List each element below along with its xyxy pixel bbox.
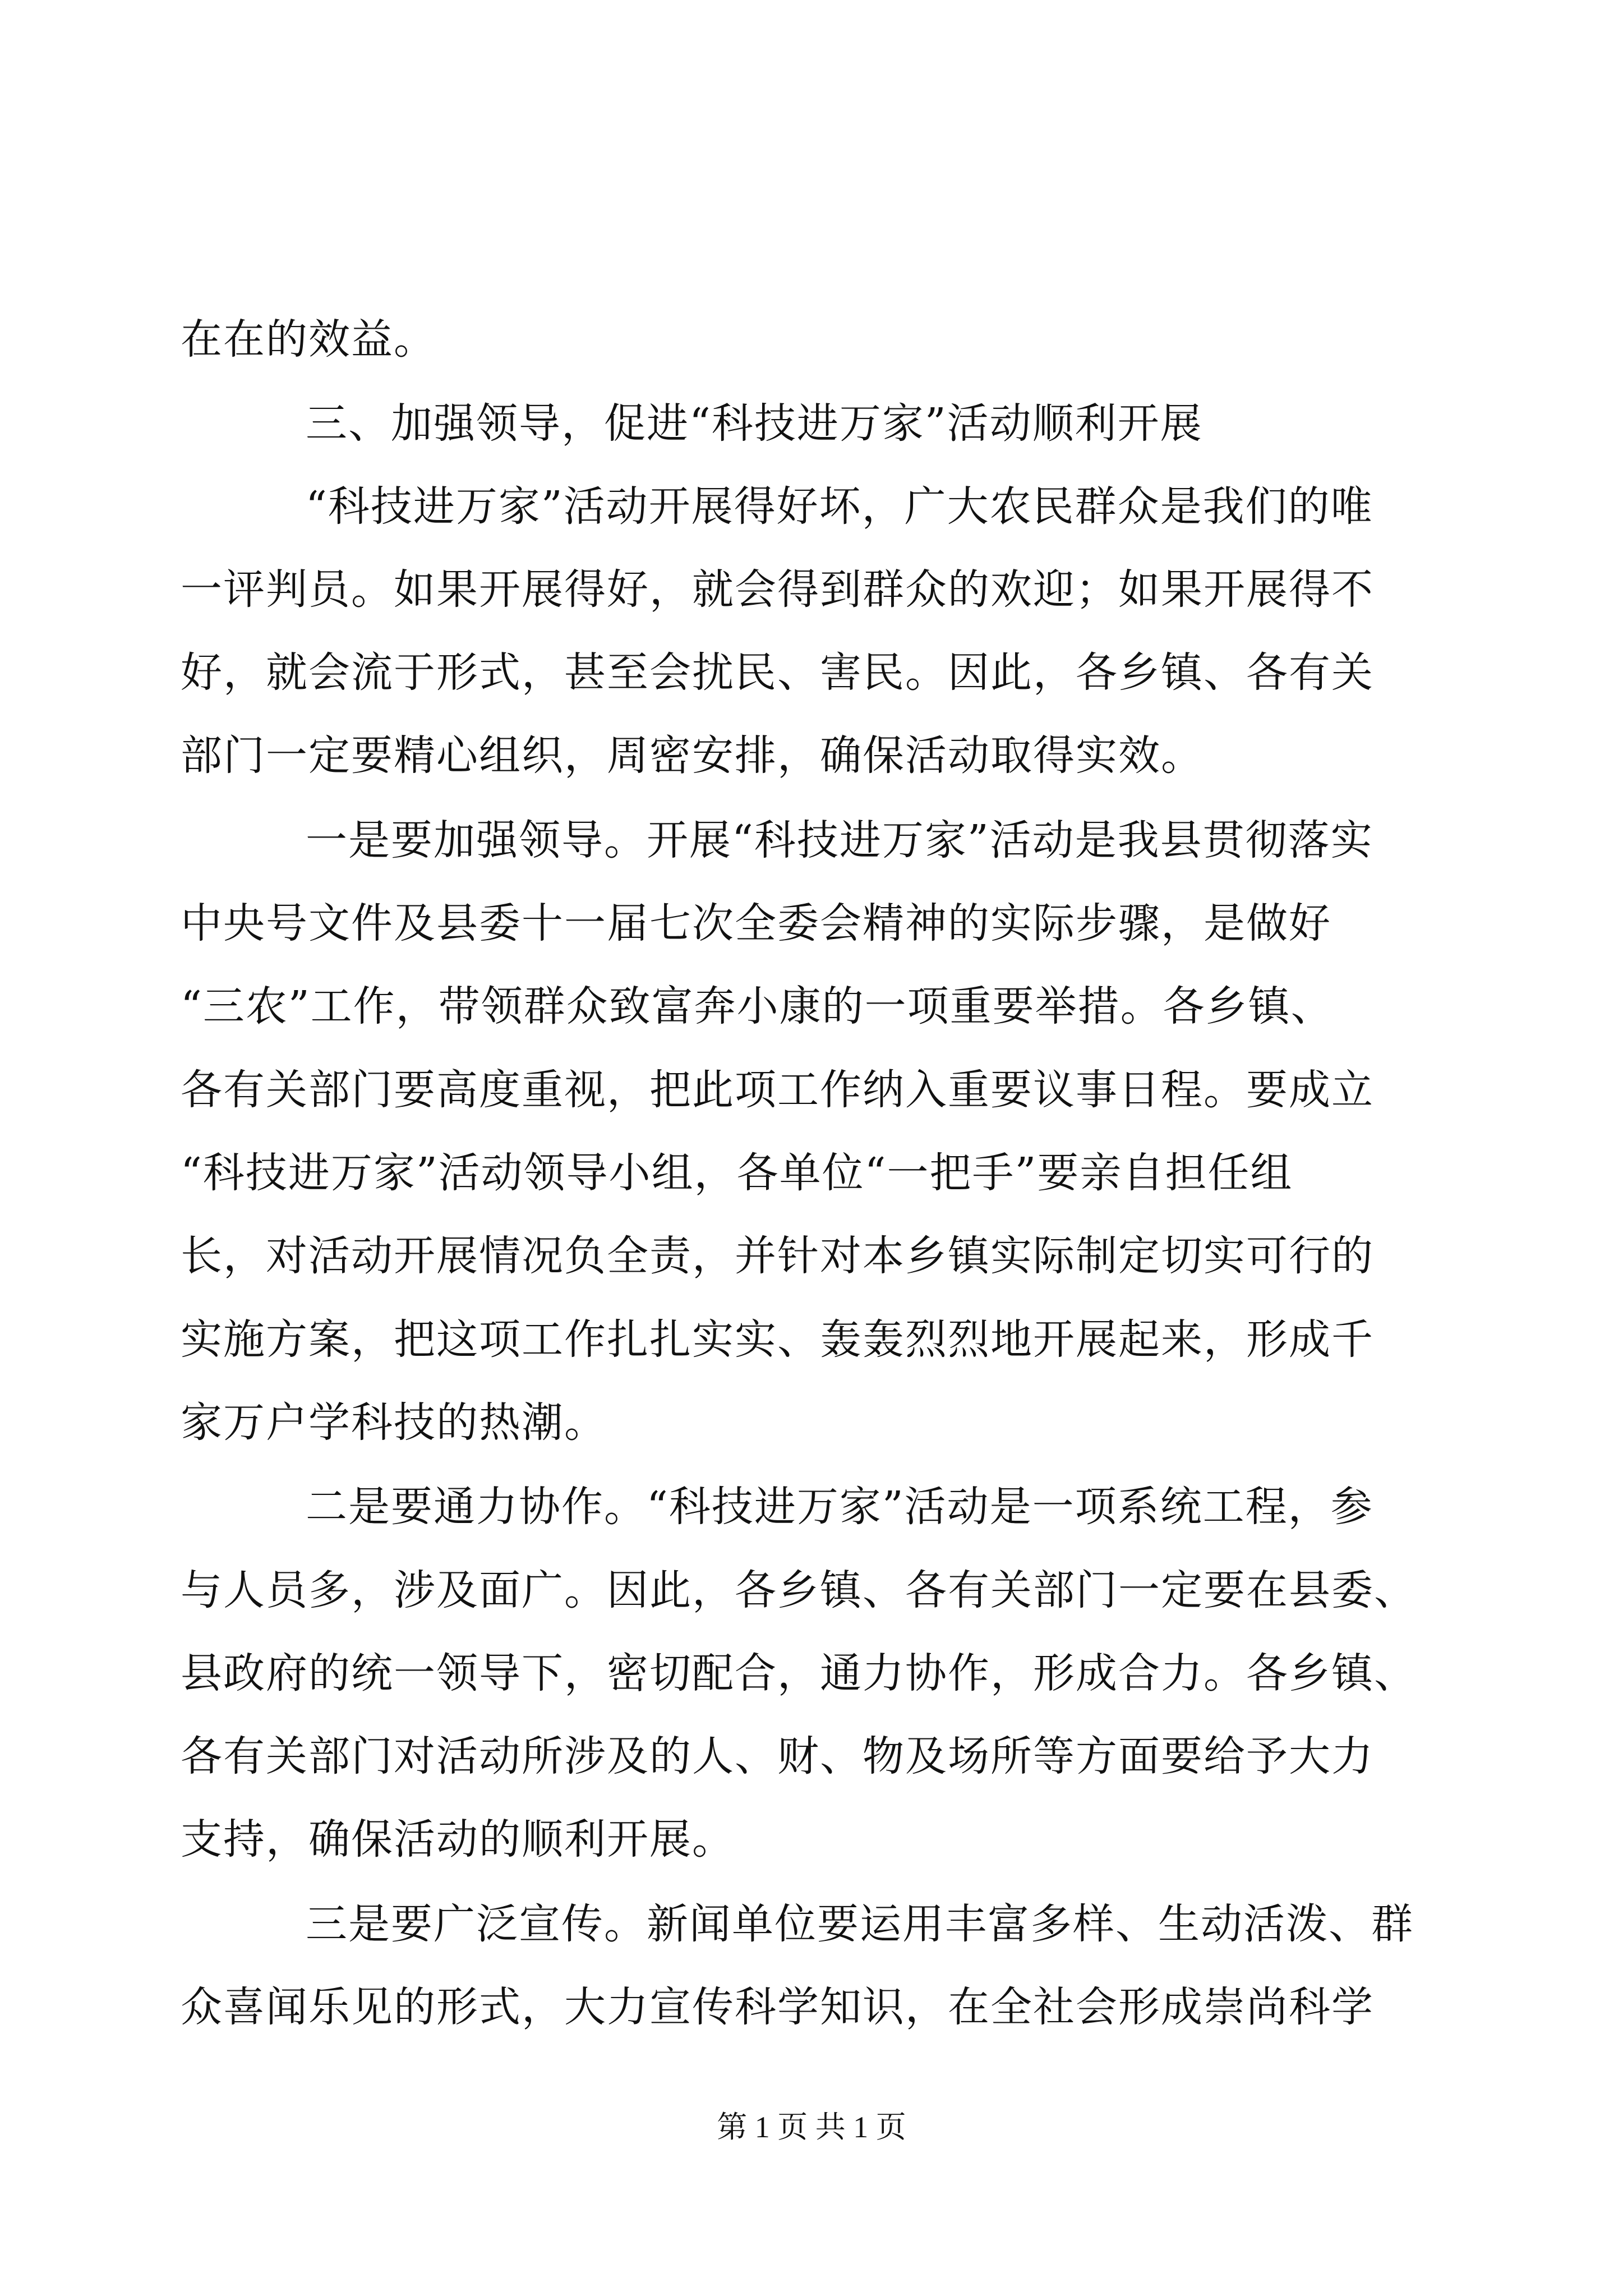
paragraph-line: 支持，确保活动的顺利开展。 [181, 1815, 735, 1864]
paragraph-line: 家万户学科技的热潮。 [181, 1398, 607, 1447]
paragraph-line: 县政府的统一领导下，密切配合，通力协作，形成合力。各乡镇、 [181, 1649, 1417, 1697]
paragraph-line: 中央号文件及县委十一届七次全委会精神的实际步骤，是做好 [181, 899, 1331, 947]
paragraph-line: 各有关部门对活动所涉及的人、财、物及场所等方面要给予大力 [181, 1732, 1374, 1780]
paragraph-line: 好，就会流于形式，甚至会扰民、害民。因此，各乡镇、各有关 [181, 648, 1374, 697]
section-heading: 三、加强领导，促进“科技进万家”活动顺利开展 [306, 399, 1203, 448]
paragraph-line: 众喜闻乐见的形式，大力宣传科学知识，在全社会形成崇尚科学 [181, 1983, 1374, 2031]
paragraph-line: “科技进万家”活动开展得好坏，广大农民群众是我们的唯 [306, 482, 1373, 531]
paragraph-line: “三农”工作，带领群众致富奔小康的一项重要举措。各乡镇、 [181, 982, 1334, 1030]
body-line: 在在的效益。 [181, 315, 436, 364]
page-footer: 第 1 页 共 1 页 [717, 2110, 906, 2144]
paragraph-line: 二是要通力协作。“科技进万家”活动是一项系统工程，参 [306, 1483, 1373, 1531]
paragraph-line: 长，对活动开展情况负全责，并针对本乡镇实际制定切实可行的 [181, 1232, 1374, 1280]
paragraph-line: 部门一定要精心组织，周密安排，确保活动取得实效。 [181, 731, 1204, 780]
paragraph-line: 三是要广泛宣传。新闻单位要运用丰富多样、生动活泼、群 [306, 1900, 1414, 1948]
paragraph-line: 一评判员。如果开展得好，就会得到群众的欢迎；如果开展得不 [181, 565, 1374, 614]
paragraph-line: 与人员多，涉及面广。因此，各乡镇、各有关部门一定要在县委、 [181, 1566, 1417, 1614]
paragraph-line: 一是要加强领导。开展“科技进万家”活动是我县贯彻落实 [306, 816, 1373, 864]
paragraph-line: “科技进万家”活动领导小组，各单位“一把手”要亲自担任组 [181, 1149, 1293, 1197]
paragraph-line: 实施方案，把这项工作扎扎实实、轰轰烈烈地开展起来，形成千 [181, 1315, 1374, 1364]
paragraph-line: 各有关部门要高度重视，把此项工作纳入重要议事日程。要成立 [181, 1066, 1374, 1114]
